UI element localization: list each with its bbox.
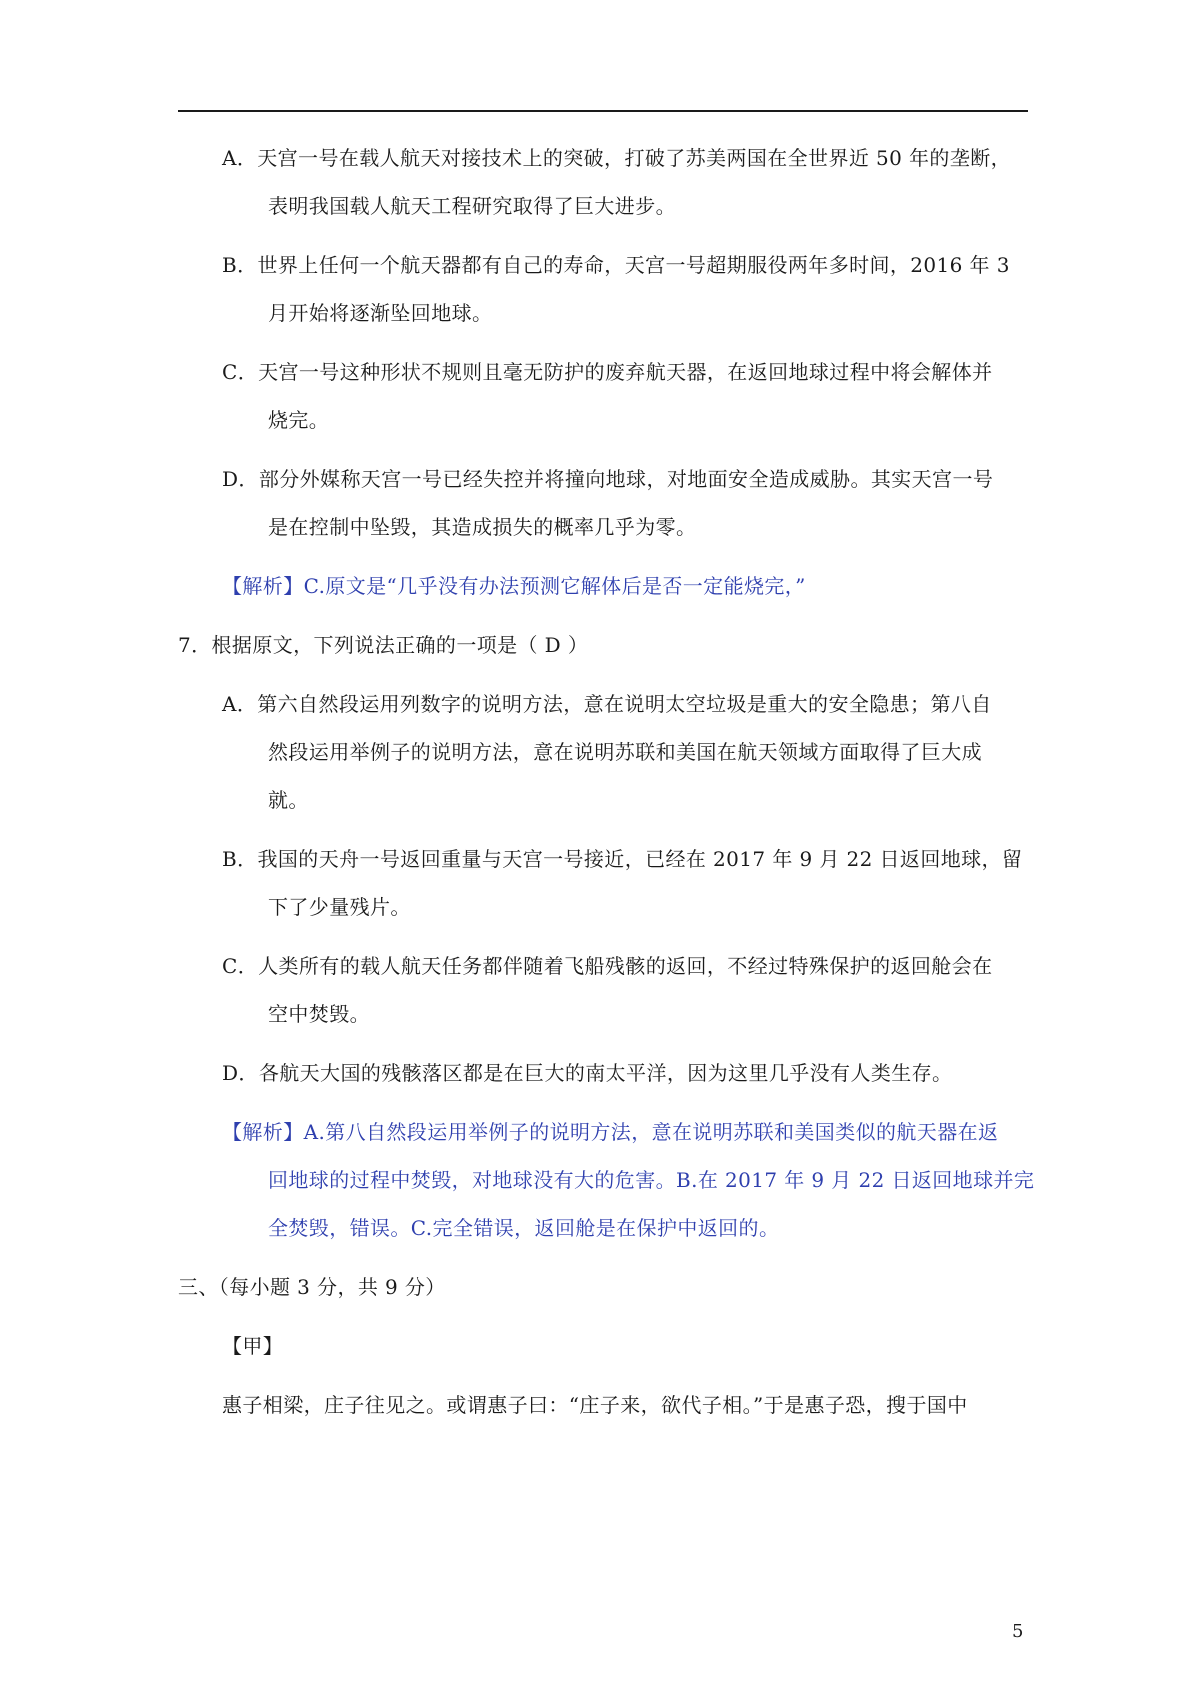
q6-option-a-line2: 表明我国载人航天工程研究取得了巨大进步。 [268, 194, 676, 218]
section-3-heading: 三、（每小题 3 分，共 9 分） [178, 1275, 446, 1299]
analysis-tag: 【解析】 [222, 574, 304, 598]
q7-option-a-line1: A．第六自然段运用列数字的说明方法，意在说明太空垃圾是重大的安全隐患；第八自 [222, 692, 992, 716]
q6-option-d-line2: 是在控制中坠毁，其造成损失的概率几乎为零。 [268, 515, 697, 539]
page-number: 5 [1012, 1621, 1024, 1642]
section-3-passage-line1: 惠子相梁，庄子往见之。或谓惠子曰：“庄子来，欲代子相。”于是惠子恐，搜于国中 [222, 1393, 968, 1417]
q6-option-b-line1: B．世界上任何一个航天器都有自己的寿命，天宫一号超期服役两年多时间，2016 年 3 [222, 253, 1010, 277]
q7-analysis-line3: 全焚毁，错误。C.完全错误，返回舱是在保护中返回的。 [268, 1216, 780, 1240]
analysis-tag: 【解析】 [222, 1120, 304, 1144]
q7-option-a-line2: 然段运用举例子的说明方法，意在说明苏联和美国在航天领域方面取得了巨大成 [268, 740, 982, 764]
q7-analysis-line2: 回地球的过程中焚毁，对地球没有大的危害。B.在 2017 年 9 月 22 日返回地球并完 [268, 1168, 1035, 1192]
q6-option-a-line1: A．天宫一号在载人航天对接技术上的突破，打破了苏美两国在全世界近 50 年的垄断， [222, 146, 1012, 170]
q7-option-a-line3: 就。 [268, 788, 309, 812]
q7-option-b-line2: 下了少量残片。 [268, 895, 411, 919]
q7-analysis-line1: 【解析】A.第八自然段运用举例子的说明方法，意在说明苏联和美国类似的航天器在返 [222, 1120, 999, 1144]
q6-option-c-line2: 烧完。 [268, 408, 330, 432]
q7-option-c-line1: C．人类所有的载人航天任务都伴随着飞船残骸的返回，不经过特殊保护的返回舱会在 [222, 954, 993, 978]
section-3-sub-label: 【甲】 [222, 1334, 284, 1358]
header-rule [178, 110, 1028, 112]
q7-stem: 7．根据原文，下列说法正确的一项是（ D ） [178, 633, 589, 657]
q6-option-d-line1: D．部分外媒称天宫一号已经失控并将撞向地球，对地面安全造成威胁。其实天宫一号 [222, 467, 994, 491]
q7-option-c-line2: 空中焚毁。 [268, 1002, 370, 1026]
q7-option-b-line1: B．我国的天舟一号返回重量与天宫一号接近，已经在 2017 年 9 月 22 日返回地球，留 [222, 847, 1023, 871]
q6-option-c-line1: C．天宫一号这种形状不规则且毫无防护的废弃航天器，在返回地球过程中将会解体并 [222, 360, 993, 384]
q7-option-d-line1: D．各航天大国的残骸落区都是在巨大的南太平洋，因为这里几乎没有人类生存。 [222, 1061, 953, 1085]
q6-option-b-line2: 月开始将逐渐坠回地球。 [268, 301, 493, 325]
q6-analysis: 【解析】C.原文是“几乎没有办法预测它解体后是否一定能烧完，” [222, 574, 806, 598]
